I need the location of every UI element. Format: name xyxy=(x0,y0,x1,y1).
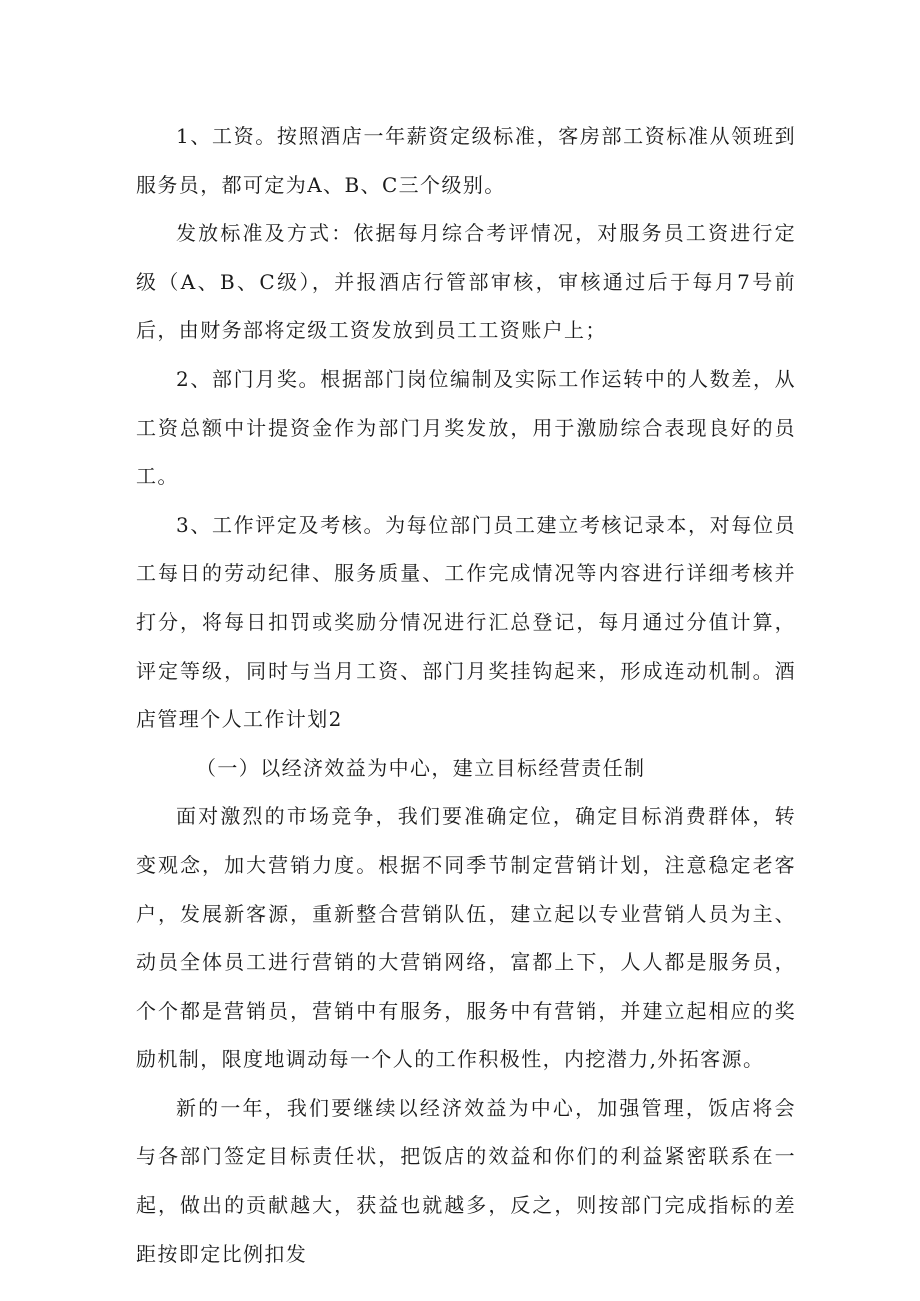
paragraph-payment-method: 发放标准及方式：依据每月综合考评情况，对服务员工资进行定级（A、B、C级），并报酒店行管部审核，审核通过后于每月7号前后，由财务部将定级工资发放到员工工资账户上； xyxy=(136,221,796,343)
document-body xyxy=(136,112,796,1278)
paragraph-monthly-bonus: 2、部门月奖。根据部门岗位编制及实际工作运转中的人数差，从工资总额中计提资金作为部门月奖发放，用于激励综合表现良好的员工。 xyxy=(136,366,796,489)
paragraph-wages: 1、工资。按照酒店一年薪资定级标准，客房部工资标准从领班到服务员，都可定为A、B、C三个级别。 xyxy=(136,124,796,197)
paragraph-marketing: 面对激烈的市场竞争，我们要准确定位，确定目标消费群体，转变观念，加大营销力度。根据不同季节制定营销计划，注意稳定老客户，发展新客源，重新整合营销队伍，建立起以专业营销人员为主、动员全体员工进行营销的大营销网络，富都上下，人人都是服务员，个个都是营销员，营销中有服务，服务中有营销，并建立起相应的奖励机制，限度地调动每一个人的工作积极性，内挖潜力,外拓客源。 xyxy=(136,804,796,1072)
paragraph-evaluation: 3、工作评定及考核。为每位部门员工建立考核记录本，对每位员工每日的劳动纪律、服务质量、工作完成情况等内容进行详细考核并打分，将每日扣罚或奖励分情况进行汇总登记，每月通过分值计算，评定等级，同时与当月工资、部门月奖挂钩起来，形成连动机制。酒店管理个人工作计划2 xyxy=(136,512,796,732)
section-heading: （一）以经济效益为中心，建立目标经营责任制 xyxy=(196,755,646,780)
paragraph-new-year: 新的一年，我们要继续以经济效益为中心，加强管理，饭店将会与各部门签定目标责任状，把饭店的效益和你们的利益紧密联系在一起，做出的贡献越大，获益也就越多，反之，则按部门完成指标的差距按即定比例扣发 xyxy=(136,1095,796,1266)
